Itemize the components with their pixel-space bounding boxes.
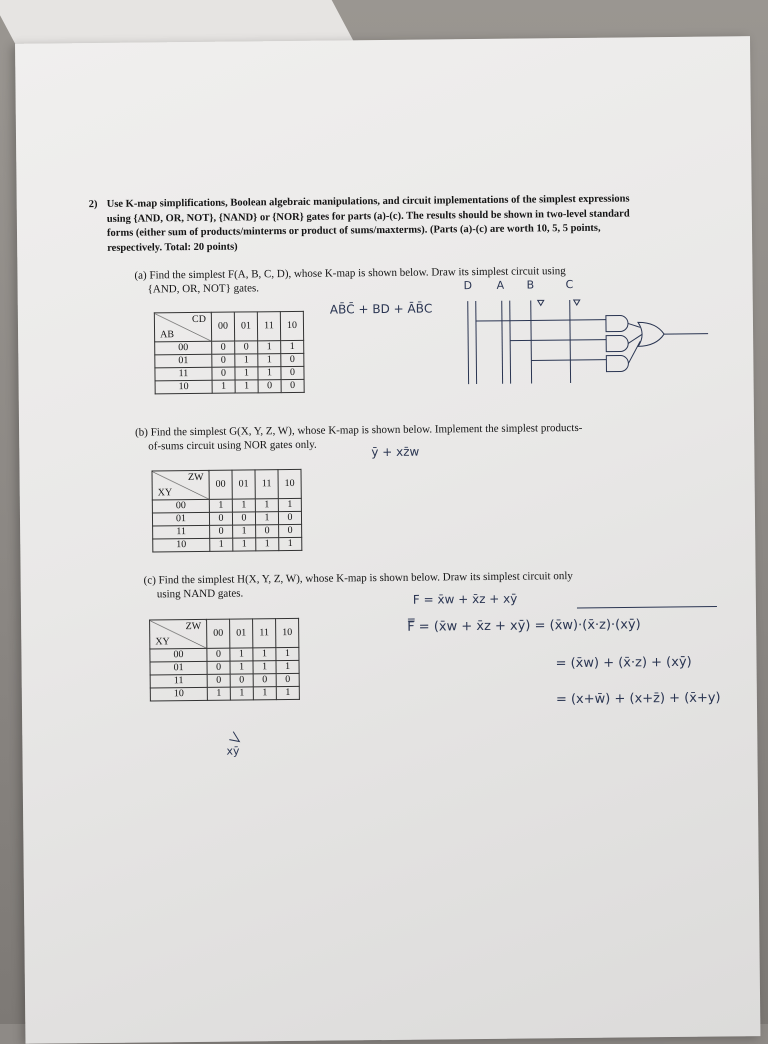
- kmap-a-row-header: 00: [155, 341, 212, 355]
- kmap-a-cell: 0: [258, 380, 281, 393]
- kmap-b-col-header: 10: [278, 469, 301, 498]
- question-number: 2): [89, 198, 98, 213]
- question-text: Use K-map simplifications, Boolean algebraic manipulations, and circuit implementations of the simplest expressions using {AND, OR, NOT}, {NAND} or {NOR} gates for parts (a)-(c). The results should be shown in two-level standard forms (either sum of products/minterms or product of sums/maxterms). (Parts (a)-(c) are worth 10, 5, 5 points, respectively. Total: 20 points): [107, 193, 630, 253]
- kmap-b-cell: 0: [210, 525, 233, 538]
- kmap-b-row-header: 01: [152, 512, 209, 526]
- kmap-a-col-header: 10: [280, 311, 303, 340]
- handwritten-input-label: D: [464, 279, 473, 292]
- kmap-a-col-header: 00: [211, 312, 234, 341]
- kmap-a-row-header: 10: [155, 380, 212, 394]
- kmap-c-col-var: ZW: [186, 621, 202, 633]
- kmap-a-col-var: CD: [192, 314, 206, 326]
- kmap-c-cell: 1: [253, 661, 276, 674]
- kmap-a-cell: 0: [281, 353, 304, 366]
- kmap-b-cell: 0: [256, 525, 279, 538]
- kmap-c-cell: 1: [253, 687, 276, 700]
- kmap-c-cell: 1: [253, 648, 276, 661]
- kmap-b-cell: 0: [278, 511, 301, 524]
- kmap-c-cell: 1: [276, 660, 299, 673]
- kmap-c-row-header: 11: [150, 674, 207, 688]
- handwritten-overlines: [15, 36, 760, 1044]
- kmap-a-cell: 0: [212, 341, 235, 354]
- kmap-a-row-var: AB: [160, 329, 174, 341]
- kmap-c-row-var: XY: [155, 636, 170, 648]
- handwritten-c-below: xȳ: [226, 745, 239, 758]
- part-b-label: (b): [135, 426, 148, 438]
- kmap-c-col-header: 00: [207, 619, 230, 648]
- kmap-b-cell: 0: [279, 524, 302, 537]
- kmap-a-cell: 0: [281, 366, 304, 379]
- handwritten-input-label: A: [497, 279, 505, 292]
- kmap-c-cell: 0: [207, 648, 230, 661]
- kmap-b-col-var: ZW: [188, 472, 204, 484]
- part-c-label: (c): [144, 574, 156, 586]
- kmap-b-cell: 1: [256, 538, 279, 551]
- kmap-b-cell: 1: [279, 537, 302, 550]
- handwritten-c-line1: F = x̄w + x̄z + xȳ: [413, 592, 518, 607]
- part-a-label: (a): [134, 269, 146, 281]
- kmap-c-cell: 1: [230, 648, 253, 661]
- kmap-c-cell: 1: [230, 687, 253, 700]
- kmap-b-row-header: 10: [153, 538, 210, 552]
- kmap-a-row-header: 11: [155, 367, 212, 381]
- kmap-c-cell: 1: [276, 686, 299, 699]
- kmap-a-cell: 1: [212, 380, 235, 393]
- kmap-a-row-header: 01: [155, 354, 212, 368]
- kmap-a-cell: 0: [281, 379, 304, 392]
- kmap-c-cell: 1: [207, 687, 230, 700]
- kmap-c-cell: 0: [276, 673, 299, 686]
- kmap-b-cell: 1: [255, 512, 278, 525]
- kmap-c-col-header: 01: [230, 619, 253, 648]
- part-a-line2: {AND, OR, NOT} gates.: [135, 277, 655, 296]
- kmap-c-cell: 1: [230, 661, 253, 674]
- kmap-c-row-header: 00: [150, 648, 207, 662]
- kmap-c-col-header: 11: [253, 619, 276, 648]
- kmap-c-cell: 0: [253, 674, 276, 687]
- kmap-b-cell: 1: [233, 525, 256, 538]
- kmap-a-cell: 1: [235, 367, 258, 380]
- kmap-a-cell: 0: [212, 354, 235, 367]
- handwritten-c-line4: = (x+w̄) + (x+z̄) + (x̄+y): [556, 690, 721, 707]
- kmap-b-col-header: 01: [232, 470, 255, 499]
- handwritten-input-label: C: [566, 278, 574, 291]
- kmap-a-cell: 1: [281, 340, 304, 353]
- kmap-b-cell: 1: [278, 498, 301, 511]
- kmap-a-cell: 1: [258, 354, 281, 367]
- kmap-b-cell: 1: [255, 499, 278, 512]
- kmap-b-row-header: 11: [153, 525, 210, 539]
- handwritten-c-line3: = (x̄w) + (x̄·z) + (xȳ): [555, 655, 691, 671]
- kmap-b-col-header: 11: [255, 470, 278, 499]
- kmap-a-cell: 1: [235, 354, 258, 367]
- kmap-c-row-header: 01: [150, 661, 207, 675]
- part-c-line1: Find the simplest H(X, Y, Z, W), whose K-map is shown below. Draw its simplest circuit only: [159, 570, 573, 586]
- kmap-b-col-header: 00: [209, 470, 232, 499]
- kmap-b-cell: 1: [232, 499, 255, 512]
- kmap-c-col-header: 10: [276, 618, 299, 647]
- kmap-b-cell: 1: [210, 538, 233, 551]
- worksheet-page: [15, 36, 760, 1044]
- kmap-a-cell: 0: [212, 367, 235, 380]
- kmap-b-row-header: 00: [152, 499, 209, 513]
- part-b-line1: Find the simplest G(X, Y, Z, W), whose K-map is shown below. Implement the simplest products-: [151, 422, 583, 439]
- kmap-a-col-header: 11: [257, 312, 280, 341]
- kmap-a-cell: 1: [258, 341, 281, 354]
- kmap-c-cell: 1: [276, 647, 299, 660]
- kmap-b-cell: 0: [209, 512, 232, 525]
- part-a-line1: Find the simplest F(A, B, C, D), whose K-map is shown below. Draw its simplest circuit using: [149, 265, 565, 281]
- kmap-c-cell: 0: [230, 674, 253, 687]
- kmap-b-cell: 1: [209, 499, 232, 512]
- kmap-a-cell: 1: [258, 367, 281, 380]
- part-b-line2: of-sums circuit using NOR gates only.: [135, 434, 655, 453]
- part-c-line2: using NAND gates.: [144, 582, 664, 601]
- handwritten-input-label: B: [527, 278, 535, 291]
- kmap-b-cell: 0: [232, 512, 255, 525]
- kmap-c-cell: 0: [207, 661, 230, 674]
- kmap-c-row-header: 10: [150, 687, 207, 701]
- kmap-b-row-var: XY: [158, 487, 173, 499]
- kmap-a-cell: 0: [235, 341, 258, 354]
- kmap-a-col-header: 01: [234, 312, 257, 341]
- handwritten-expression-a: AB̄C̄ + BD + ĀB̄C: [330, 301, 433, 316]
- kmap-a-cell: 1: [235, 380, 258, 393]
- handwritten-expression-b: ȳ + xz̄w: [371, 445, 419, 460]
- kmap-c-cell: 0: [207, 674, 230, 687]
- handwritten-c-line2: F̿ = (x̄w + x̄z + xȳ) = (x̄w)·(x̄·z)·(xȳ): [407, 617, 641, 634]
- kmap-b-cell: 1: [233, 538, 256, 551]
